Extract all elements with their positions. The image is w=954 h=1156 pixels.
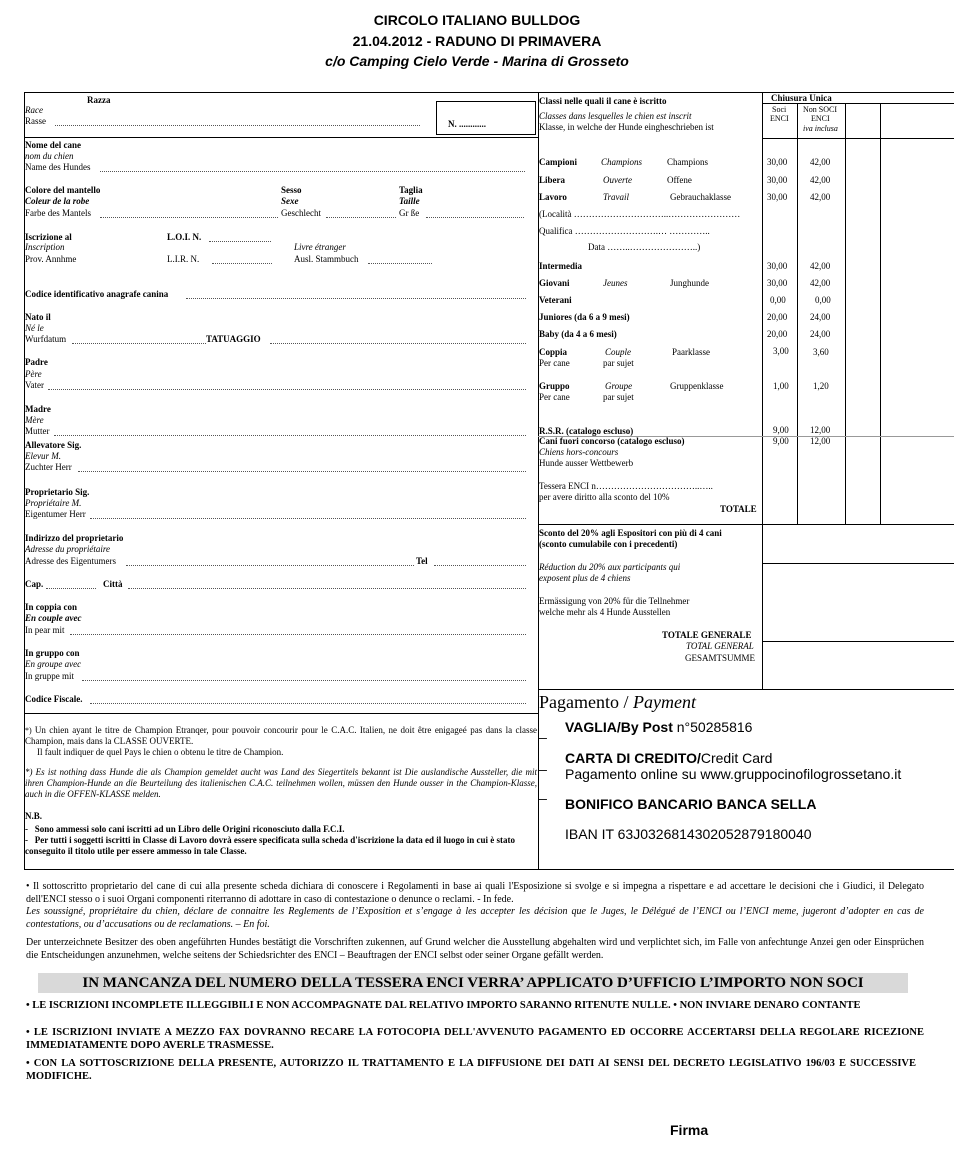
online-payment-link[interactable]: Pagamento online su www.gruppocinofilogrossetano.it xyxy=(565,766,902,782)
iban-text: IBAN IT 63J0326814302052879180040 xyxy=(565,826,812,842)
citta-label: Città xyxy=(103,579,123,589)
coppia-field[interactable] xyxy=(70,634,526,635)
nom-chien-label: nom du chien xyxy=(25,151,74,161)
mutter-label: Mutter xyxy=(25,426,50,436)
codice-fiscale-field[interactable] xyxy=(90,703,526,704)
ermass-de: Ermässigung von 20% für die Tellnehmer xyxy=(539,596,690,606)
cap-label: Cap. xyxy=(25,579,44,589)
declaration-de: Der unterzeichnete Besitzer des oben angeführten Hundes bestätigt die Vorschriften zukennen, auf Grund welcher die Ausstellung abgehalten wird und verplichtet sich, im Falle von anfechtunge Anzei gen oder Einsprüchen die Entscheidungen anzunehmen, welche seitens der Schiedsrichter des ENCI – Beauftragen der ENCI selbst oder seiner Organe gefällt werden. xyxy=(26,937,924,961)
gruppo-field[interactable] xyxy=(82,680,526,681)
sconto10-label: per avere diritto alla sconto del 10% xyxy=(539,492,670,502)
wurfdatum-label: Wurfdatum xyxy=(25,334,67,344)
soci-header-enci: ENCI xyxy=(770,114,789,123)
number-field[interactable]: N. ............ xyxy=(448,119,486,129)
tatuaggio-label: TATUAGGIO xyxy=(206,334,261,344)
cap-field[interactable] xyxy=(46,588,96,589)
bullet-fax: • LE ISCRIZIONI INVIATE A MEZZO FAX DOVRANNO RECARE LA FOTOCOPIA DELL'AVVENUTO PAGAMENTO ED OCCORRE ACCERTARSI DELLA REGOLARE RICEZIONE IMMEDIATAMENTE DOPO AVERLE TRASMESSE. xyxy=(26,1027,924,1051)
sesso-label: Sesso xyxy=(281,185,302,195)
padre-field[interactable] xyxy=(48,389,526,390)
farbe-label: Farbe des Mantels xyxy=(25,208,91,218)
bullet-privacy: • CON LA SOTTOSCRIZIONE DELLA PRESENTE, AUTORIZZO IL TRATTAMENTO E LA DIFFUSIONE DEI DATI AI SENSI DEL DECRETO LEGISLATIVO 196/03 E SUCCESSIVE MODIFICHE. xyxy=(26,1058,916,1082)
wurfdatum-field[interactable] xyxy=(72,343,206,344)
loi-field[interactable] xyxy=(209,241,271,242)
couple-label: En couple avec xyxy=(25,613,82,623)
totale-label: TOTALE xyxy=(720,504,757,514)
madre-label: Madre xyxy=(25,404,51,414)
total-general-label: TOTAL GENERAL xyxy=(686,641,754,651)
vaglia-option[interactable]: VAGLIA/By Post n°50285816 xyxy=(565,719,753,735)
note-fr2: Il fault indiquer de quel Pays le chien o obtenu le titre de Champion. xyxy=(37,747,284,757)
note-de: *) Es ist nothing dass Hunde die als Champion gemeldet aucht was Land des Siegertitels bekannt ist Die auslandische Aussteller, die mit ihren Champion-Hunde an die Beurteilung des italienischen C.A.C. teilnehmen wollen, müssen den Hunde ousser in the Champion-Klasse, auch in die OFFEN-KLASSE melden. xyxy=(25,767,538,799)
allevatore-label: Allevatore Sig. xyxy=(25,440,82,450)
carta-option[interactable]: CARTA DI CREDITO/Credit Card xyxy=(565,750,773,766)
nome-cane-label: Nome del cane xyxy=(25,140,81,150)
taglia-label: Taglia xyxy=(399,185,423,195)
rasse-field[interactable] xyxy=(55,125,420,126)
proprietario-field[interactable] xyxy=(90,518,526,519)
reduction-fr2: exposent plus de 4 chiens xyxy=(539,573,631,583)
klasse-label: Klasse, in welche der Hunde eingheschrieben ist xyxy=(539,122,714,132)
qualifica-field[interactable]: Qualifica ……………………….… ………….. xyxy=(539,226,710,236)
taglia-field[interactable] xyxy=(426,217,524,218)
declaration-fr: Les soussigné, propriétaire du chien, déclare de connaitre les Reglements de l’Exposition et s’engage à les accepter les décision que le Juges, le Délégué de l’ENCI ou l’ENCI meme, jugeront d’adopter en cas de contestations, ou d’accusations ou de reclamations. – En foi. xyxy=(26,906,924,930)
localita-field[interactable]: (Località …………………………..…………………… xyxy=(539,209,741,219)
geschlecht-label: Geschlecht xyxy=(281,208,321,218)
header-location: c/o Camping Cielo Verde - Marina di Grosseto xyxy=(325,53,629,69)
reduction-fr: Réduction du 20% aux participants qui xyxy=(539,562,681,572)
tatuaggio-field[interactable] xyxy=(270,343,526,344)
taille-label: Taille xyxy=(399,196,420,206)
race-label: Race xyxy=(25,105,43,115)
eleveur-label: Elevur M. xyxy=(25,451,61,461)
eigentumer-label: Eigentumer Herr xyxy=(25,509,86,519)
gruppo-label: In gruppo con xyxy=(25,648,80,658)
nonsoci-header-enci: ENCI xyxy=(811,114,830,123)
proprietaire-label: Propriétaire M. xyxy=(25,498,82,508)
classi-label: Classi nelle quali il cane è iscritto xyxy=(539,96,667,106)
header-date: 21.04.2012 - RADUNO DI PRIMAVERA xyxy=(352,33,602,49)
razza-label: Razza xyxy=(87,95,111,105)
sconto20-label: Sconto del 20% agli Espositori con più di 4 cani xyxy=(539,528,722,538)
zuchter-label: Zuchter Herr xyxy=(25,462,72,472)
ermass-de2: welche mehr als 4 Hunde Ausstellen xyxy=(539,607,671,617)
ausl-field[interactable] xyxy=(368,263,432,264)
tessera-field[interactable]: Tessera ENCI n……………………………..….. xyxy=(539,481,713,491)
name-hundes-label: Name des Hundes xyxy=(25,162,91,172)
rasse-label: Rasse xyxy=(25,116,46,126)
bonifico-option[interactable]: BONIFICO BANCARIO BANCA SELLA xyxy=(565,796,817,812)
mere-label: Mère xyxy=(25,415,44,425)
nonsoci-header: Non SOCI xyxy=(803,105,838,114)
ausl-label: Ausl. Stammbuch xyxy=(294,254,359,264)
totale-generale-label: TOTALE GENERALE xyxy=(662,630,752,640)
warning-banner: IN MANCANZA DEL NUMERO DELLA TESSERA ENCI VERRA’ APPLICATO D’UFFICIO L’IMPORTO NON SOCI xyxy=(38,973,908,993)
inscription-label: Inscription xyxy=(25,242,65,252)
nato-label: Nato il xyxy=(25,312,51,322)
tel-field[interactable] xyxy=(434,565,526,566)
nb1: - Sono ammessi solo cani iscritti ad un Libro delle Origini riconosciuto dalla F.C.I. xyxy=(25,824,345,834)
tel-label: Tel xyxy=(416,556,428,566)
indirizzo-field[interactable] xyxy=(126,565,414,566)
iva-label: iva inclusa xyxy=(803,124,838,133)
loi-label: L.O.I. N. xyxy=(167,232,202,242)
data-field[interactable]: Data ……..…………………..) xyxy=(588,242,701,252)
sesso-field[interactable] xyxy=(326,217,396,218)
groupe-label: En groupe avec xyxy=(25,659,82,669)
codice-id-field[interactable] xyxy=(186,298,526,299)
name-field[interactable] xyxy=(100,171,525,172)
farbe-field[interactable] xyxy=(100,217,278,218)
vater-label: Vater xyxy=(25,380,44,390)
declaration-it: • Il sottoscritto proprietario del cane di cui alla presente scheda dichiara di conoscere i Regolamenti in base ai quali l'Esposizione si svolge e si impegna a rispettare e ad accettare le decisioni che i Giudici, il Delegato dell'ENCI stesso o i suoi Organi componenti riterranno di adottare in caso di contestazione o denunce o reclami. - In fede. xyxy=(26,881,924,905)
lir-label: L.I.R. N. xyxy=(167,254,200,264)
number-box xyxy=(436,101,536,135)
allevatore-field[interactable] xyxy=(78,471,526,472)
sconto20-cumul: (sconto cumulabile con i precedenti) xyxy=(539,539,678,549)
bullet-incomplete: • LE ISCRIZIONI INCOMPLETE ILLEGGIBILI E NON ACCOMPAGNATE DAL RELATIVO IMPORTO SARANNO RITENUTE NULLE. • NON INVIARE DENARO CONTANTE xyxy=(26,1000,861,1011)
note-fr: *) Un chien ayant le titre de Champion Etranqer, pour pouvoir concourir pour le C.A.C. Italien, ne doit être enigageé pas dans la classe Champion, mais dans la CLASSE OUVERTE. xyxy=(25,725,537,746)
livre-label: Livre étranger xyxy=(294,242,346,252)
lir-field[interactable] xyxy=(212,263,272,264)
pere-label: Père xyxy=(25,369,42,379)
citta-field[interactable] xyxy=(128,588,526,589)
nb2: - Per tutti i soggetti iscritti in Classe di Lavoro dovrà essere specificata sulla scheda d'iscrizione la data ed il luogo in cui è stato conseguito il titolo utile per essere ammesso in tale Classe. xyxy=(25,835,515,856)
firma-label: Firma xyxy=(670,1122,709,1138)
codice-fiscale-label: Codice Fiscale. xyxy=(25,694,83,704)
madre-field[interactable] xyxy=(54,435,526,436)
sexe-label: Sexe xyxy=(281,196,299,206)
coppia-label: In coppia con xyxy=(25,602,78,612)
chiusura-label: Chiusura Unica xyxy=(771,93,832,103)
adresse-de-label: Adresse des Eigentumers xyxy=(25,556,116,566)
couleur-label: Coleur de la robe xyxy=(25,196,90,206)
gruppe-label: In gruppe mit xyxy=(25,671,74,681)
prov-label: Prov. Annhme xyxy=(25,254,77,264)
proprietario-label: Proprietario Sig. xyxy=(25,487,90,497)
gr-label: Gr ße xyxy=(399,208,420,218)
adresse-label: Adresse du propriétaire xyxy=(25,544,110,554)
soci-header: Soci xyxy=(772,105,787,114)
iscrizione-label: Iscrizione al xyxy=(25,232,72,242)
padre-label: Padre xyxy=(25,357,48,367)
bullet-icon: _ xyxy=(539,723,547,739)
payment-title: Pagamento / Payment xyxy=(539,692,696,712)
codice-id-label: Codice identificativo anagrafe canina xyxy=(25,289,169,299)
nb-label: N.B. xyxy=(25,811,43,821)
classes-label: Classes dans lesquelles le chien est inscrit xyxy=(539,111,692,121)
gesamtsumme-label: GESAMTSUMME xyxy=(685,653,756,663)
indirizzo-label: Indirizzo del proprietario xyxy=(25,533,124,543)
bullet-icon: _ xyxy=(539,784,547,800)
header-title: CIRCOLO ITALIANO BULLDOG xyxy=(373,12,581,28)
colore-label: Colore del mantello xyxy=(25,185,101,195)
bullet-icon: _ xyxy=(539,755,547,771)
ne-le-label: Né le xyxy=(25,323,44,333)
pear-label: In pear mit xyxy=(25,625,65,635)
